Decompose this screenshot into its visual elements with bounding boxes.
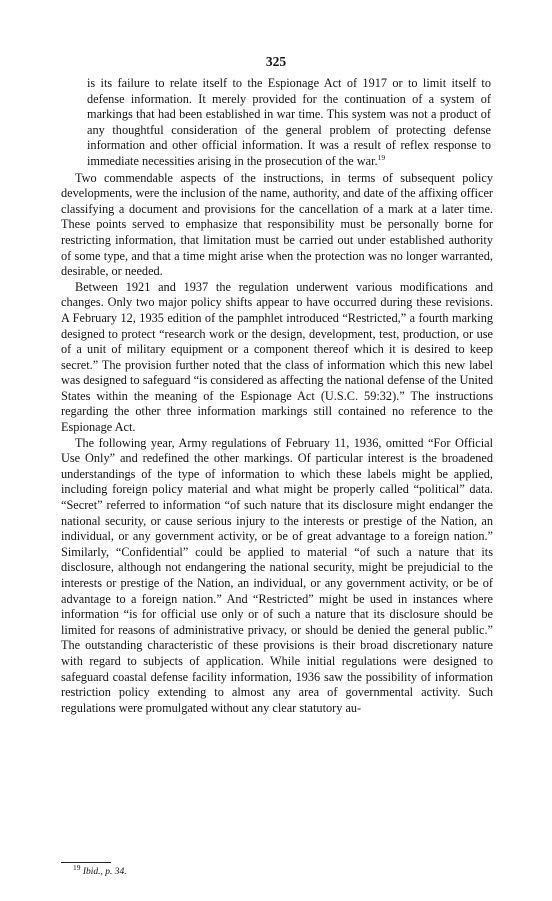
block-quote-text: is its failure to relate itself to the Espionage Act of 1917 or to limit itself to defense information. It merely provided for the continuation of a system of markings that had been established in war time. This system was not a product of any thoughtful consideration of the general problem of protecting defense information and other official information. It was a result of reflex response to immediate necessities arising in the prosecution of the war. — [87, 76, 491, 168]
page-body — [61, 76, 493, 716]
footnote-divider — [61, 862, 111, 863]
block-quote — [87, 76, 491, 170]
page-number: 325 — [265, 54, 287, 69]
paragraph-1936-regulations: The following year, Army regulations of February 11, 1936, omitted “For Official Use Only” and redefined the other markings. Of particular interest is the broadened understandings of the type of information to which these labels might be applied, including foreign policy material and what might be properly called “political” data. “Secret” referred to information “of such nature that its disclosure might endanger the national security, or cause serious injury to the interests or prestige of the Nation, an individual, or any government activity, or be of great advantage to a foreign nation.” Similarly, “Confidential” could be applied to material “of such a nature that its disclosure, although not endangering the national security, might be prejudicial to the interests or prestige of the Nation, an individual, or any government activity, or be of advantage to a foreign nation.” And “Restricted” might be used in instances where information “is for official use only or of such a nature that its disclosure should be limited for reasons of administrative privacy, or should be denied the general public.” The outstanding characteristic of these provisions is their broad discretionary nature with regard to subjects of application. While initial regulations were designed to safeguard coastal defense facility information, 1936 saw the possibility of information restriction policy extending to almost any area of governmental activity. Such regulations were promulgated without any clear statutory au- — [61, 435, 493, 715]
footnote-marker: 19 — [73, 862, 81, 872]
paragraph-1921-1937: Between 1921 and 1937 the regulation underwent various modifications and changes. Only two major policy shifts appear to have occurred during these revisions. A February 12, 1935 edition of the pamphlet introduced “Restricted,” a fourth marking designed to protect “research work or the design, development, test, production, or use of a unit of military equipment or a component thereof which it is desired to keep secret.” The provision further noted that the class of information which this new label was designed to safeguard “is considered as affecting the national defense of the United States within the meaning of the Espionage Act (U.S.C. 59:32).” The instructions regarding the other three information markings still contained no reference to the Espionage Act. — [61, 279, 493, 435]
footnote-reference: 19 — [377, 152, 386, 162]
footnote — [73, 862, 127, 878]
footnote-text: Ibid., p. 34. — [82, 867, 127, 877]
paragraph-instructions: Two commendable aspects of the instructions, in terms of subsequent policy developments, were the inclusion of the name, authority, and date of the affixing officer classifying a document and provisions for the cancellation of a mark at a later time. These points served to emphasize that responsibility must be personally borne for restricting information, that limitation must be carried out under established authority of some type, and that a time might arise when the protection was no longer warranted, desirable, or needed. — [61, 170, 493, 279]
